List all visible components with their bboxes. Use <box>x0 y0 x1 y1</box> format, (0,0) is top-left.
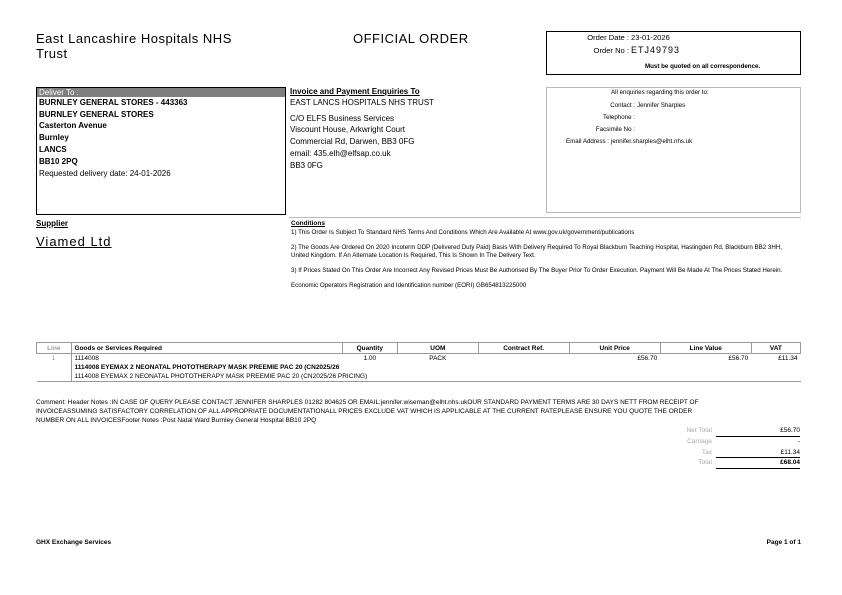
uom: PACK <box>429 355 447 362</box>
order-info-box <box>546 31 801 75</box>
invoice-line: Commercial Rd, Darwen, BB3 0FG <box>290 137 415 147</box>
order-date-value: 23-01-2026 <box>631 33 670 42</box>
enquiries-heading: All enquiries regarding this order to: <box>611 89 709 96</box>
totals-divider <box>716 457 800 458</box>
organisation-name <box>36 31 232 61</box>
telephone-label: Telephone : <box>603 114 635 121</box>
condition-item: 2) The Goods Are Ordered On 2020 Incoterm DDP (Delivered Duty Paid) Basis With Delivery Required To Royal Blackburn Teaching Hospital, Haslingden Rd, Blackburn BB2 3HH, United Kingdom. If An Alternate Location Is Required, This Is Shown In The Delivery Text. <box>291 244 782 259</box>
totals-divider <box>716 468 800 469</box>
contact-label: Contact : <box>610 102 635 109</box>
invoice-section <box>290 87 546 213</box>
quantity: 1.00 <box>363 355 377 362</box>
footer-provider: GHX Exchange Services <box>36 539 112 546</box>
deliver-address <box>37 97 285 167</box>
deliver-to-box <box>36 87 286 215</box>
item-description: 1114008 EYEMAX 2 NEONATAL PHOTOTHERAPY MASK PREEMIE PAC 20 (CN2025/26 <box>74 364 340 371</box>
invoice-address <box>290 97 546 171</box>
column-header: Unit Price <box>569 343 660 354</box>
deliver-line: BB10 2PQ <box>39 156 78 166</box>
deliver-line: BURNLEY GENERAL STORES - 443363 <box>39 98 188 107</box>
item-description: 1114008 EYEMAX 2 NEONATAL PHOTOTHERAPY MASK PREEMIE PAC 20 (CN2025/26 PRICING) <box>71 372 800 382</box>
contract-ref <box>478 354 569 364</box>
email-value[interactable]: jennifer.sharples@elht.nhs.uk <box>611 138 693 145</box>
deliver-to-heading: Deliver To : <box>37 88 285 97</box>
net-total-label: Net Total <box>686 427 712 434</box>
enquiries-box <box>546 87 801 213</box>
email-label: Email Address : <box>566 138 609 145</box>
organisation-name-line2: Trust <box>36 46 68 61</box>
unit-price: £56.70 <box>637 355 658 362</box>
conditions-section <box>289 217 801 337</box>
table-row-description <box>37 363 801 372</box>
column-header: Goods or Services Required <box>71 343 342 354</box>
total-label: Total <box>698 459 712 466</box>
invoice-line: email: 435.elh@elfsap.co.uk <box>290 148 391 158</box>
deliver-line: Casterton Avenue <box>39 121 107 131</box>
table-row <box>37 354 801 364</box>
table-header-row <box>37 343 801 354</box>
requested-delivery-date: Requested delivery date: 24-01-2026 <box>39 169 171 179</box>
column-header: VAT <box>751 343 800 354</box>
invoice-line: EAST LANCS HOSPITALS NHS TRUST <box>290 98 435 107</box>
line-number: 1 <box>37 354 72 364</box>
condition-item: 1) This Order Is Subject To Standard NHS Terms And Conditions Which Are Available At www.gov.uk/government/publications <box>291 229 635 236</box>
column-header: Quantity <box>342 343 397 354</box>
column-header: Line Value <box>660 343 751 354</box>
invoice-line: C/O ELFS Business Services <box>290 113 395 123</box>
deliver-line: BURNLEY GENERAL STORES <box>39 109 154 119</box>
deliver-line: Burnley <box>39 133 69 143</box>
net-total-value: £56.70 <box>780 427 800 434</box>
invoice-line: Viscount House, Arkwright Court <box>290 125 406 135</box>
document-title: OFFICIAL ORDER <box>353 31 469 46</box>
conditions-heading: Conditions <box>291 220 325 227</box>
tax-value: £11.34 <box>780 449 800 456</box>
fax-label: Facsimile No : <box>595 126 635 133</box>
invoice-line: BB3 0FG <box>290 160 323 170</box>
contact-value: Jennifer Sharples <box>637 102 686 109</box>
order-comment: Comment: Header Notes :IN CASE OF QUERY PLEASE CONTACT JENNIFER SHARPLES 01282 804625 OR EMAIL:jennifer.wiseman@elht.nhs.ukOUR STANDARD PAYMENT TERMS ARE 30 DAYS NETT FROM RECEIPT OF INVOICEASSUMING SATISFACTORY CORRELATION OF ALL APPROPRIATE DOCUMENTATIONALL PRICES EXCLUDE VAT WHICH IS APPLICABLE AT THE CURRENT RATEPLEASE ENSURE YOU QUOTE THE ORDER NUMBER ON ALL INVOICESFooter Notes :Post Natal Ward Burnley General Hospital BB10 2PQ <box>36 399 699 424</box>
supplier-name: Viamed Ltd <box>36 234 112 249</box>
order-number-value: ETJ49793 <box>631 45 681 55</box>
order-number-label: Order No : <box>593 46 629 55</box>
column-header: UOM <box>398 343 479 354</box>
item-code: 1114008 <box>74 355 99 362</box>
page-number: Page 1 of 1 <box>766 539 801 546</box>
vat: £11.34 <box>778 355 798 362</box>
invoice-heading: Invoice and Payment Enquiries To <box>290 87 420 96</box>
tax-label: Tax <box>701 449 712 456</box>
carriage-value: - <box>797 438 800 445</box>
organisation-name-line1: East Lancashire Hospitals NHS <box>36 31 232 46</box>
condition-item: Economic Operators Registration and Identification number (EORI) GB654813225000 <box>291 282 527 289</box>
table-row-description <box>37 372 801 382</box>
column-header: Contract Ref. <box>478 343 569 354</box>
quote-note: Must be quoted on all correspondence. <box>645 63 761 70</box>
order-lines-table <box>36 342 801 382</box>
totals-divider <box>716 436 800 437</box>
supplier-heading: Supplier <box>36 219 69 228</box>
order-date-label: Order Date : <box>587 33 629 42</box>
column-header: Line <box>37 343 72 354</box>
deliver-line: LANCS <box>39 144 67 154</box>
line-value: £56.70 <box>728 355 749 362</box>
condition-item: 3) If Prices Stated On This Order Are Incorrect Any Revised Prices Must Be Authorised By The Buyer Prior To Order Execution. Payment Will Be Made At The Prices Stated Herein. <box>291 267 783 274</box>
total-value: £68.04 <box>780 459 800 466</box>
carriage-label: Carriage <box>687 438 712 445</box>
